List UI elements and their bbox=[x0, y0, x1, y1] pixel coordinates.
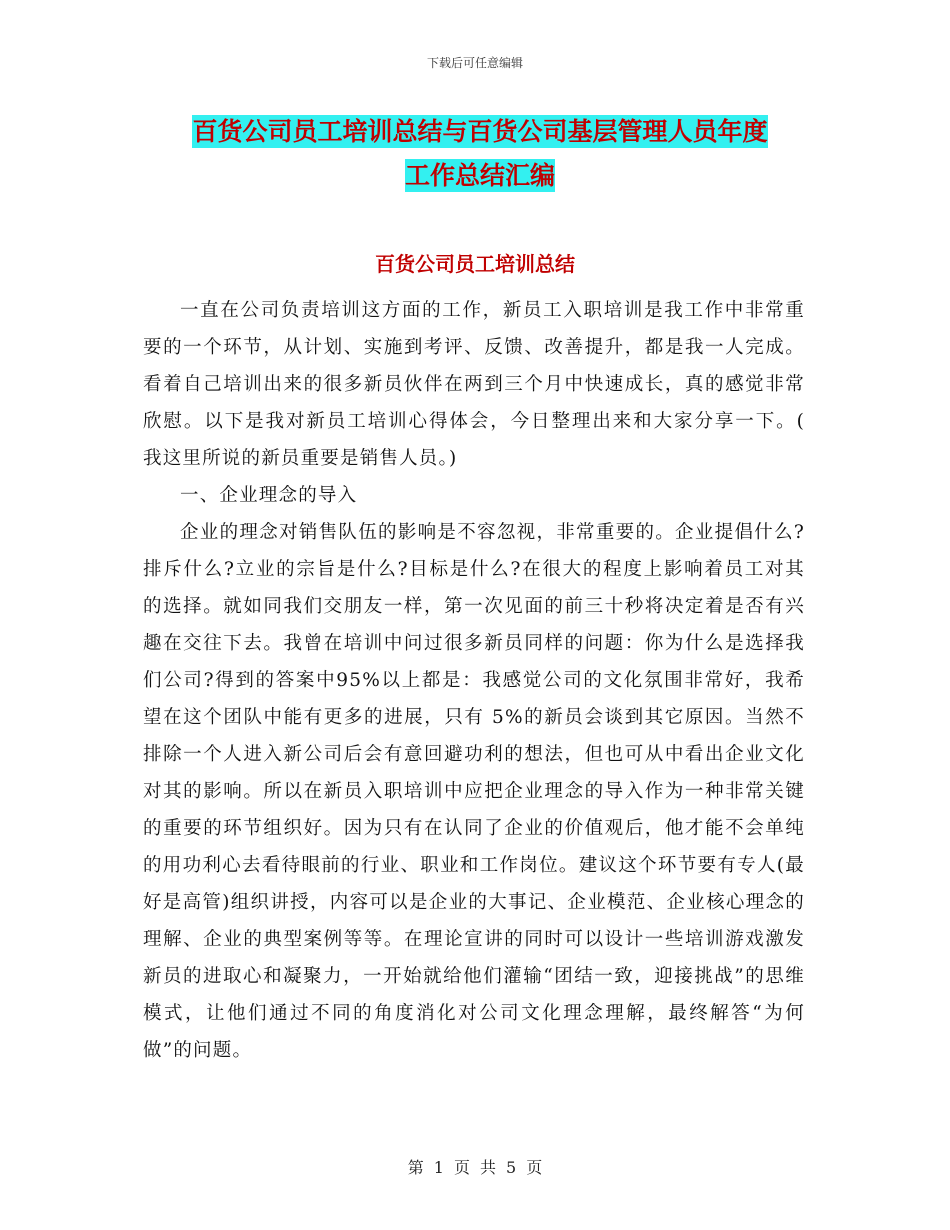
page-footer bbox=[0, 1155, 950, 1178]
footer-prefix: 第 bbox=[407, 1158, 424, 1177]
document-title-line-2: 工作总结汇编 bbox=[404, 161, 555, 190]
section-title: 百货公司员工培训总结 bbox=[375, 252, 575, 276]
footer-total-pages: 5 bbox=[506, 1158, 517, 1177]
document-title-line-1: 百货公司员工培训总结与百货公司基层管理人员年度 bbox=[192, 117, 768, 146]
body-text bbox=[143, 292, 805, 1069]
header-note: 下载后可任意编辑 bbox=[426, 56, 523, 70]
document-title bbox=[140, 110, 820, 198]
footer-suffix: 页 bbox=[526, 1158, 543, 1177]
footer-page-label: 页 bbox=[453, 1158, 470, 1177]
footer-page-number: 1 bbox=[433, 1158, 444, 1177]
paragraph: 一直在公司负责培训这方面的工作，新员工入职培训是我工作中非常重要的一个环节，从计划、实施到考评、反馈、改善提升，都是我一人完成。看着自己培训出来的很多新员伙伴在两到三个月中快速成长，真的感觉非常欣慰。以下是我对新员工培训心得体会，今日整理出来和大家分享一下。( 我这里所说的新员重要是销售人员。) bbox=[143, 300, 805, 469]
paragraph: 企业的理念对销售队伍的影响是不容忽视，非常重要的。企业提倡什么?排斥什么?立业的宗旨是什么?目标是什么?在很大的程度上影响着员工对其的选择。就如同我们交朋友一样，第一次见面的前三十秒将决定着是否有兴趣在交往下去。我曾在培训中问过很多新员同样的问题：你为什么是选择我们公司?得到的答案中95%以上都是：我感觉公司的文化氛围非常好，我希望在这个团队中能有更多的进展，只有 5%的新员会谈到其它原因。当然不排除一个人进入新公司后会有意回避功利的想法，但也可从中看出企业文化对其的影响。所以在新员入职培训中应把企业理念的导入作为一种非常关键的重要的环节组织好。因为只有在认同了企业的价值观后，他才能不会单纯的用功利心去看待眼前的行业、职业和工作岗位。建议这个环节要有专人(最好是高管)组织讲授，内容可以是企业的大事记、企业模范、企业核心理念的理解、企业的典型案例等等。在理论宣讲的同时可以设计一些培训游戏激发新员的进取心和凝聚力，一开始就给他们灌输“团结一致，迎接挑战”的思维模式，让他们通过不同的角度消化对公司文化理念理解，最终解答“为何做”的问题。 bbox=[143, 522, 805, 1061]
subheading: 一、企业理念的导入 bbox=[180, 485, 358, 506]
footer-total-label: 共 bbox=[480, 1158, 497, 1177]
